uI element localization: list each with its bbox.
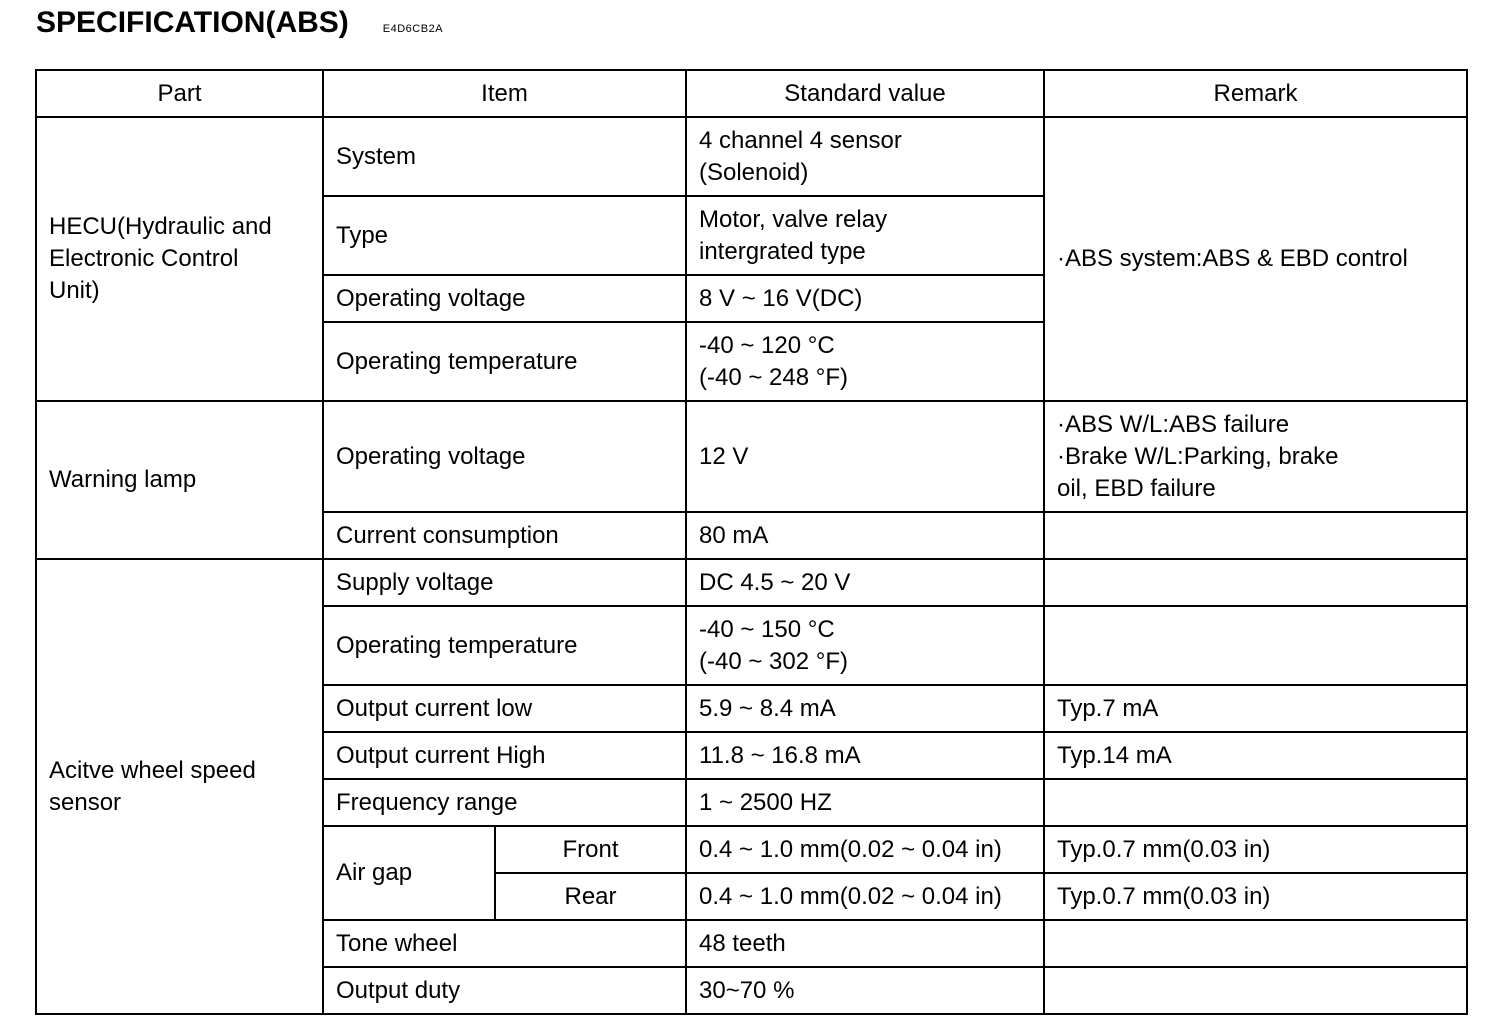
value-cell: 11.8 ~ 16.8 mA (686, 732, 1044, 779)
value-cell: 0.4 ~ 1.0 mm(0.02 ~ 0.04 in) (686, 826, 1044, 873)
header-standard-value: Standard value (686, 70, 1044, 117)
item-cell: Operating temperature (323, 322, 686, 401)
item-cell: Operating voltage (323, 401, 686, 512)
remark-cell (1044, 559, 1467, 606)
value-cell: DC 4.5 ~ 20 V (686, 559, 1044, 606)
value-cell: 30~70 % (686, 967, 1044, 1014)
remark-cell: ·ABS W/L:ABS failure ·Brake W/L:Parking, brake oil, EBD failure (1044, 401, 1467, 512)
item-cell: Supply voltage (323, 559, 686, 606)
value-cell: 48 teeth (686, 920, 1044, 967)
value-cell: -40 ~ 120 °C (-40 ~ 248 °F) (686, 322, 1044, 401)
value-cell: 8 V ~ 16 V(DC) (686, 275, 1044, 322)
remark-cell (1044, 779, 1467, 826)
part-wheel-speed-sensor: Acitve wheel speed sensor (36, 559, 323, 1014)
remark-cell (1044, 967, 1467, 1014)
remark-cell: Typ.0.7 mm(0.03 in) (1044, 873, 1467, 920)
remark-hecu: ·ABS system:ABS & EBD control (1044, 117, 1467, 401)
item-cell: Output duty (323, 967, 686, 1014)
remark-cell: Typ.0.7 mm(0.03 in) (1044, 826, 1467, 873)
value-cell: 4 channel 4 sensor (Solenoid) (686, 117, 1044, 196)
table-header-row (36, 70, 1467, 117)
value-cell: Motor, valve relay intergrated type (686, 196, 1044, 275)
specification-table (35, 69, 1468, 1015)
header-item: Item (323, 70, 686, 117)
value-cell: -40 ~ 150 °C (-40 ~ 302 °F) (686, 606, 1044, 685)
item-cell: Operating voltage (323, 275, 686, 322)
item-cell: Tone wheel (323, 920, 686, 967)
value-cell: 1 ~ 2500 HZ (686, 779, 1044, 826)
table-row (36, 117, 1467, 196)
document-code: E4D6CB2A (382, 23, 444, 35)
table-row (36, 401, 1467, 512)
item-air-gap: Air gap (323, 826, 495, 920)
item-cell: Current consumption (323, 512, 686, 559)
remark-cell (1044, 606, 1467, 685)
value-cell: 12 V (686, 401, 1044, 512)
air-gap-rear-label: Rear (495, 873, 686, 920)
value-cell: 80 mA (686, 512, 1044, 559)
value-cell: 5.9 ~ 8.4 mA (686, 685, 1044, 732)
remark-cell: Typ.14 mA (1044, 732, 1467, 779)
remark-cell: Typ.7 mA (1044, 685, 1467, 732)
part-hecu: HECU(Hydraulic and Electronic Control Unit) (36, 117, 323, 401)
item-cell: System (323, 117, 686, 196)
air-gap-front-label: Front (495, 826, 686, 873)
item-cell: Output current High (323, 732, 686, 779)
item-cell: Frequency range (323, 779, 686, 826)
item-cell: Operating temperature (323, 606, 686, 685)
table-row (36, 559, 1467, 606)
header-part: Part (36, 70, 323, 117)
page-title: SPECIFICATION(ABS) (36, 6, 349, 39)
value-cell: 0.4 ~ 1.0 mm(0.02 ~ 0.04 in) (686, 873, 1044, 920)
item-cell: Type (323, 196, 686, 275)
remark-cell (1044, 512, 1467, 559)
header-remark: Remark (1044, 70, 1467, 117)
title-bar (36, 6, 443, 40)
remark-cell (1044, 920, 1467, 967)
item-cell: Output current low (323, 685, 686, 732)
part-warning-lamp: Warning lamp (36, 401, 323, 559)
